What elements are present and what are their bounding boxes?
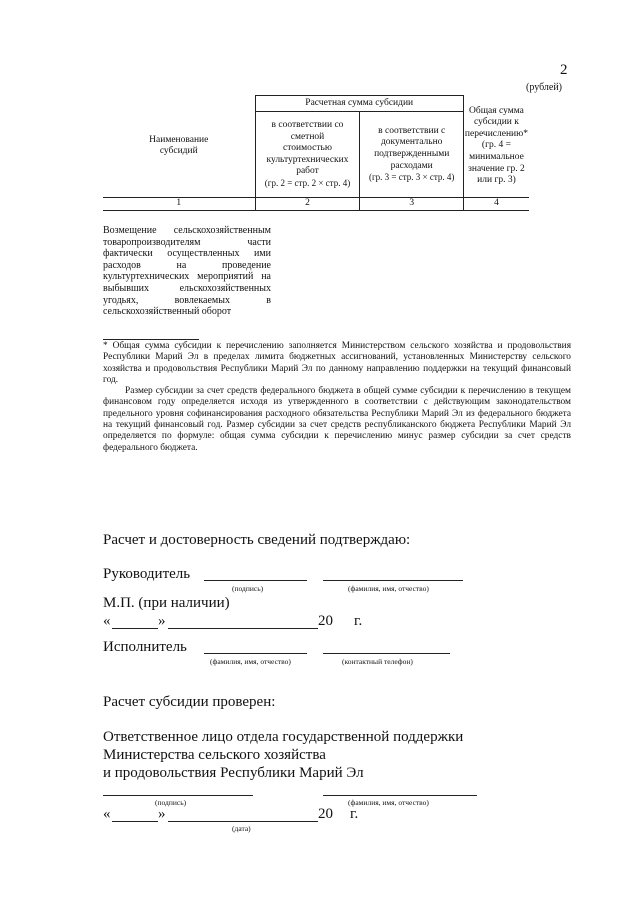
executor-phone-line[interactable] bbox=[323, 653, 450, 654]
verify-fio-caption: (фамилия, имя, отчество) bbox=[348, 798, 429, 807]
responsible-line-2: Министерства сельского хозяйства bbox=[103, 747, 326, 763]
col2-header-text: в соответствии со сметной стоимостью культуртехнических работ bbox=[266, 120, 349, 177]
verify-date-month-line[interactable] bbox=[168, 821, 318, 822]
verify-date-close: » bbox=[158, 806, 166, 822]
footnote-paragraph-2: Размер субсидии за счет средств федерального бюджета в общей сумме субсидии к перечислению в текущем финансовом году определяется исходя из утвержденного в соответствии с действующим законодательством предельного уровня софинансирования расходного обязательства Республики Марий Эл из федерального бюджета на текущий финансовый год. Размер субсидии за счет средств республиканского бюджета Республики Марий Эл определяется по формуле: общая сумма субсидии к перечислению минус размер субсидии за счет средств федерального бюджета. bbox=[103, 386, 571, 453]
col-number: 1 bbox=[103, 198, 255, 211]
verify-title: Расчет субсидии проверен: bbox=[103, 694, 276, 710]
verify-name-line[interactable] bbox=[323, 795, 477, 796]
head-label: Руководитель bbox=[103, 566, 191, 582]
responsible-line-3: и продовольствия Республики Марий Эл bbox=[103, 765, 364, 781]
col3-header-text: в соответствии с документально подтвержденными расходами bbox=[374, 125, 450, 171]
date-close-quote: » bbox=[158, 613, 166, 629]
col3-header bbox=[360, 112, 463, 198]
verify-date-suffix: г. bbox=[350, 806, 359, 822]
responsible-line-1: Ответственное лицо отдела государственной поддержки bbox=[103, 729, 464, 745]
group-header: Расчетная сумма субсидии bbox=[255, 96, 463, 112]
verify-date-open: « bbox=[103, 806, 111, 822]
executor-phone-caption: (контактный телефон) bbox=[342, 657, 413, 666]
footnote-divider bbox=[103, 339, 199, 340]
verify-date-day-line[interactable] bbox=[112, 821, 158, 822]
footnote bbox=[103, 341, 571, 454]
page-number: 2 bbox=[560, 62, 568, 78]
date-year-prefix: 20 bbox=[318, 613, 333, 629]
col-number: 3 bbox=[360, 198, 463, 211]
stamp-label: М.П. (при наличии) bbox=[103, 595, 230, 611]
unit-label: (рублей) bbox=[526, 82, 563, 93]
date-day-line[interactable] bbox=[112, 628, 158, 629]
head-signature-line[interactable] bbox=[204, 580, 307, 581]
col3-formula: (гр. 3 = стр. 3 × стр. 4) bbox=[368, 172, 455, 183]
head-fio-caption: (фамилия, имя, отчество) bbox=[348, 584, 429, 593]
col4-header: Общая сумма субсидии к перечислению* (гр. 4 = минимальное значение гр. 2 или гр. 3) bbox=[463, 96, 529, 198]
subsidy-table bbox=[103, 95, 529, 211]
col2-formula: (гр. 2 = стр. 2 × стр. 4) bbox=[264, 177, 351, 188]
date-open-quote: « bbox=[103, 613, 111, 629]
confirm-title: Расчет и достоверность сведений подтверждаю: bbox=[103, 532, 411, 548]
verify-date-year: 20 bbox=[318, 806, 333, 822]
date-month-line[interactable] bbox=[168, 628, 318, 629]
executor-name-line[interactable] bbox=[204, 653, 307, 654]
executor-fio-caption: (фамилия, имя, отчество) bbox=[210, 657, 291, 666]
executor-label: Исполнитель bbox=[103, 639, 187, 655]
verify-signature-line[interactable] bbox=[103, 795, 253, 796]
head-sign-caption: (подпись) bbox=[232, 584, 264, 593]
verify-sign-caption: (подпись) bbox=[155, 798, 187, 807]
subsidy-row-name: Возмещение сельскохозяйственным товаропроизводителям части фактически осуществленных ими расходов на проведение культуртехнических мероприятий на выбывших ельскохозяйственных угодьях, вовлекаемых в сельскохозяйственный оборот bbox=[103, 225, 271, 318]
col1-header: Наименование субсидий bbox=[103, 96, 255, 198]
col-number: 4 bbox=[463, 198, 529, 211]
head-name-line[interactable] bbox=[323, 580, 463, 581]
verify-date-caption: (дата) bbox=[232, 824, 251, 833]
col-number: 2 bbox=[255, 198, 360, 211]
date-year-suffix: г. bbox=[354, 613, 363, 629]
footnote-paragraph-1: * Общая сумма субсидии к перечислению заполняется Министерством сельского хозяйства и продовольствия Республики Марий Эл в пределах лимита бюджетных ассигнований, установленных Министерству сельского хозяйства и продовольствия Республики Марий Эл по данному направлению поддержки на текущий финансовый год. bbox=[103, 341, 571, 385]
col2-header bbox=[255, 112, 360, 198]
